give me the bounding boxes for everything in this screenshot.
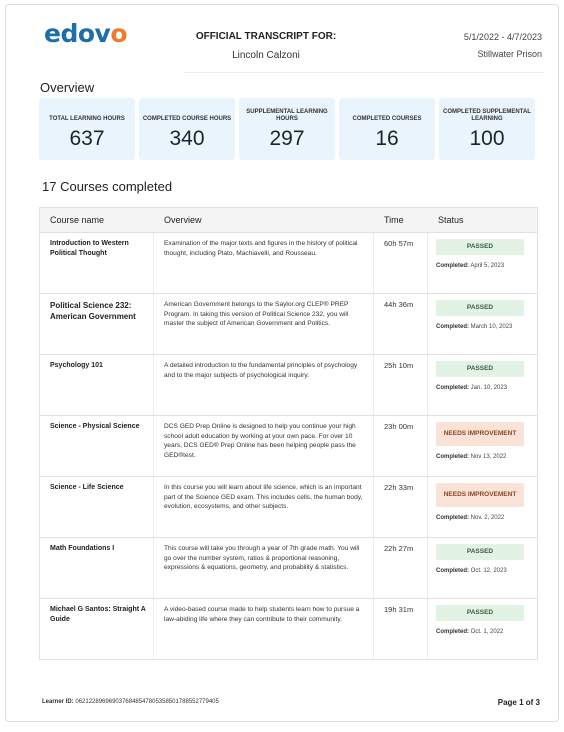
column-header-overview: Overview — [164, 215, 202, 225]
course-time: 23h 00m — [374, 416, 428, 476]
stat-value: 100 — [469, 127, 505, 150]
status-badge: NEEDS IMPROVEMENT — [436, 483, 524, 507]
date-range: 5/1/2022 - 4/7/2023 — [463, 32, 542, 42]
status-badge: PASSED — [436, 300, 524, 316]
stat-value: 16 — [375, 127, 399, 150]
transcript-page — [5, 4, 559, 722]
transcript-header — [166, 31, 366, 61]
completed-date: Completed: Oct. 1, 2022 — [436, 629, 504, 635]
status-badge: NEEDS IMPROVEMENT — [436, 422, 524, 446]
stat-card-supplemental-learning — [439, 98, 535, 160]
stat-label: SUPPLEMENTAL LEARNING HOURS — [246, 109, 328, 122]
table-row — [40, 477, 537, 538]
course-status — [428, 233, 537, 293]
course-status — [428, 416, 537, 476]
stat-value: 340 — [169, 127, 205, 150]
status-badge: PASSED — [436, 239, 524, 255]
course-overview: A video-based course made to help students learn how to pursue a law-abiding life where they can contribute to their community. — [154, 599, 374, 659]
course-overview: American Government belongs to the Saylor.org CLEP® PREP Program. In taking this version of Political Science 232, you will master the subject of American Government and Politics. — [154, 294, 374, 354]
completed-date: Completed: Jan. 10, 2023 — [436, 385, 508, 391]
course-time: 60h 57m — [374, 233, 428, 293]
course-name: Michael G Santos: Straight A Guide — [40, 599, 154, 659]
course-status — [428, 599, 537, 659]
header-divider — [184, 72, 544, 73]
course-status — [428, 477, 537, 537]
completed-date: Completed: Nov. 2, 2022 — [436, 515, 505, 521]
course-time: 22h 27m — [374, 538, 428, 598]
course-overview: In this course you will learn about life science, which is an important part of the Science GED exam. This includes cells, the human body, evolution, ecosystems, and other subjects. — [154, 477, 374, 537]
column-header-course-name: Course name — [50, 215, 105, 225]
stat-label: COMPLETED COURSES — [352, 116, 422, 122]
table-row — [40, 416, 537, 477]
completed-date: Completed: Oct. 12, 2023 — [436, 568, 507, 574]
status-badge: PASSED — [436, 544, 524, 560]
completed-date: Completed: Nov 13, 2022 — [436, 454, 507, 460]
page-number: Page 1 of 3 — [497, 698, 540, 707]
stats-row — [39, 98, 535, 160]
table-header — [40, 208, 537, 233]
stat-label: TOTAL LEARNING HOURS — [49, 116, 125, 122]
stat-card-completed-courses — [339, 98, 435, 160]
table-row — [40, 294, 537, 355]
course-time: 25h 10m — [374, 355, 428, 415]
completed-date: Completed: April 5, 2023 — [436, 263, 505, 269]
course-name: Science - Life Science — [40, 477, 154, 537]
course-time: 19h 31m — [374, 599, 428, 659]
student-name: Lincoln Calzoni — [232, 50, 300, 61]
edovo-logo: edovo — [44, 19, 128, 48]
course-name: Political Science 232: American Government — [40, 294, 154, 354]
stat-card-total-hours — [39, 98, 135, 160]
stat-card-course-hours — [139, 98, 235, 160]
completed-date: Completed: March 10, 2023 — [436, 324, 513, 330]
status-badge: PASSED — [436, 361, 524, 377]
course-name: Science - Physical Science — [40, 416, 154, 476]
overview-heading: Overview — [40, 80, 95, 95]
stat-value: 297 — [269, 127, 305, 150]
facility-name: Stillwater Prison — [477, 49, 542, 59]
table-row — [40, 233, 537, 294]
course-status — [428, 538, 537, 598]
course-status — [428, 294, 537, 354]
stat-value: 637 — [69, 127, 105, 150]
course-overview: Examination of the major texts and figures in the history of political thought, including Plato, Machiavelli, and Rousseau. — [154, 233, 374, 293]
course-overview: This course will take you through a year of 7th grade math. You will go over the number system, ratios & proportional reasoning, expressions & equations, geometry, and probability & statistics. — [154, 538, 374, 598]
stat-label: COMPLETED COURSE HOURS — [142, 116, 232, 122]
table-row — [40, 538, 537, 599]
courses-table — [39, 207, 538, 660]
header-meta — [464, 29, 542, 63]
learner-id: Learner ID: 0621228969690376848547805358501788552779405 — [42, 699, 219, 705]
column-header-time: Time — [384, 215, 404, 225]
stat-label: COMPLETED SUPPLEMENTAL LEARNING — [443, 109, 531, 122]
course-name: Introduction to Western Political Thought — [40, 233, 154, 293]
column-header-status: Status — [438, 215, 464, 225]
course-overview: DCS GED Prep Online is designed to help you continue your high school adult education by working at your own pace. For over 10 years, DCS GED® Prep Online has been helping people pass the GED®test. — [154, 416, 374, 476]
stat-card-supplemental-hours — [239, 98, 335, 160]
table-row — [40, 599, 537, 659]
transcript-title: OFFICIAL TRANSCRIPT FOR: — [195, 31, 337, 42]
course-time: 22h 33m — [374, 477, 428, 537]
courses-heading: 17 Courses completed — [42, 179, 173, 194]
course-status — [428, 355, 537, 415]
course-time: 44h 36m — [374, 294, 428, 354]
course-name: Psychology 101 — [40, 355, 154, 415]
course-name: Math Foundations I — [40, 538, 154, 598]
table-row — [40, 355, 537, 416]
status-badge: PASSED — [436, 605, 524, 621]
course-overview: A detailed introduction to the fundamental principles of psychology and to the major subjects of psychological inquiry. — [154, 355, 374, 415]
